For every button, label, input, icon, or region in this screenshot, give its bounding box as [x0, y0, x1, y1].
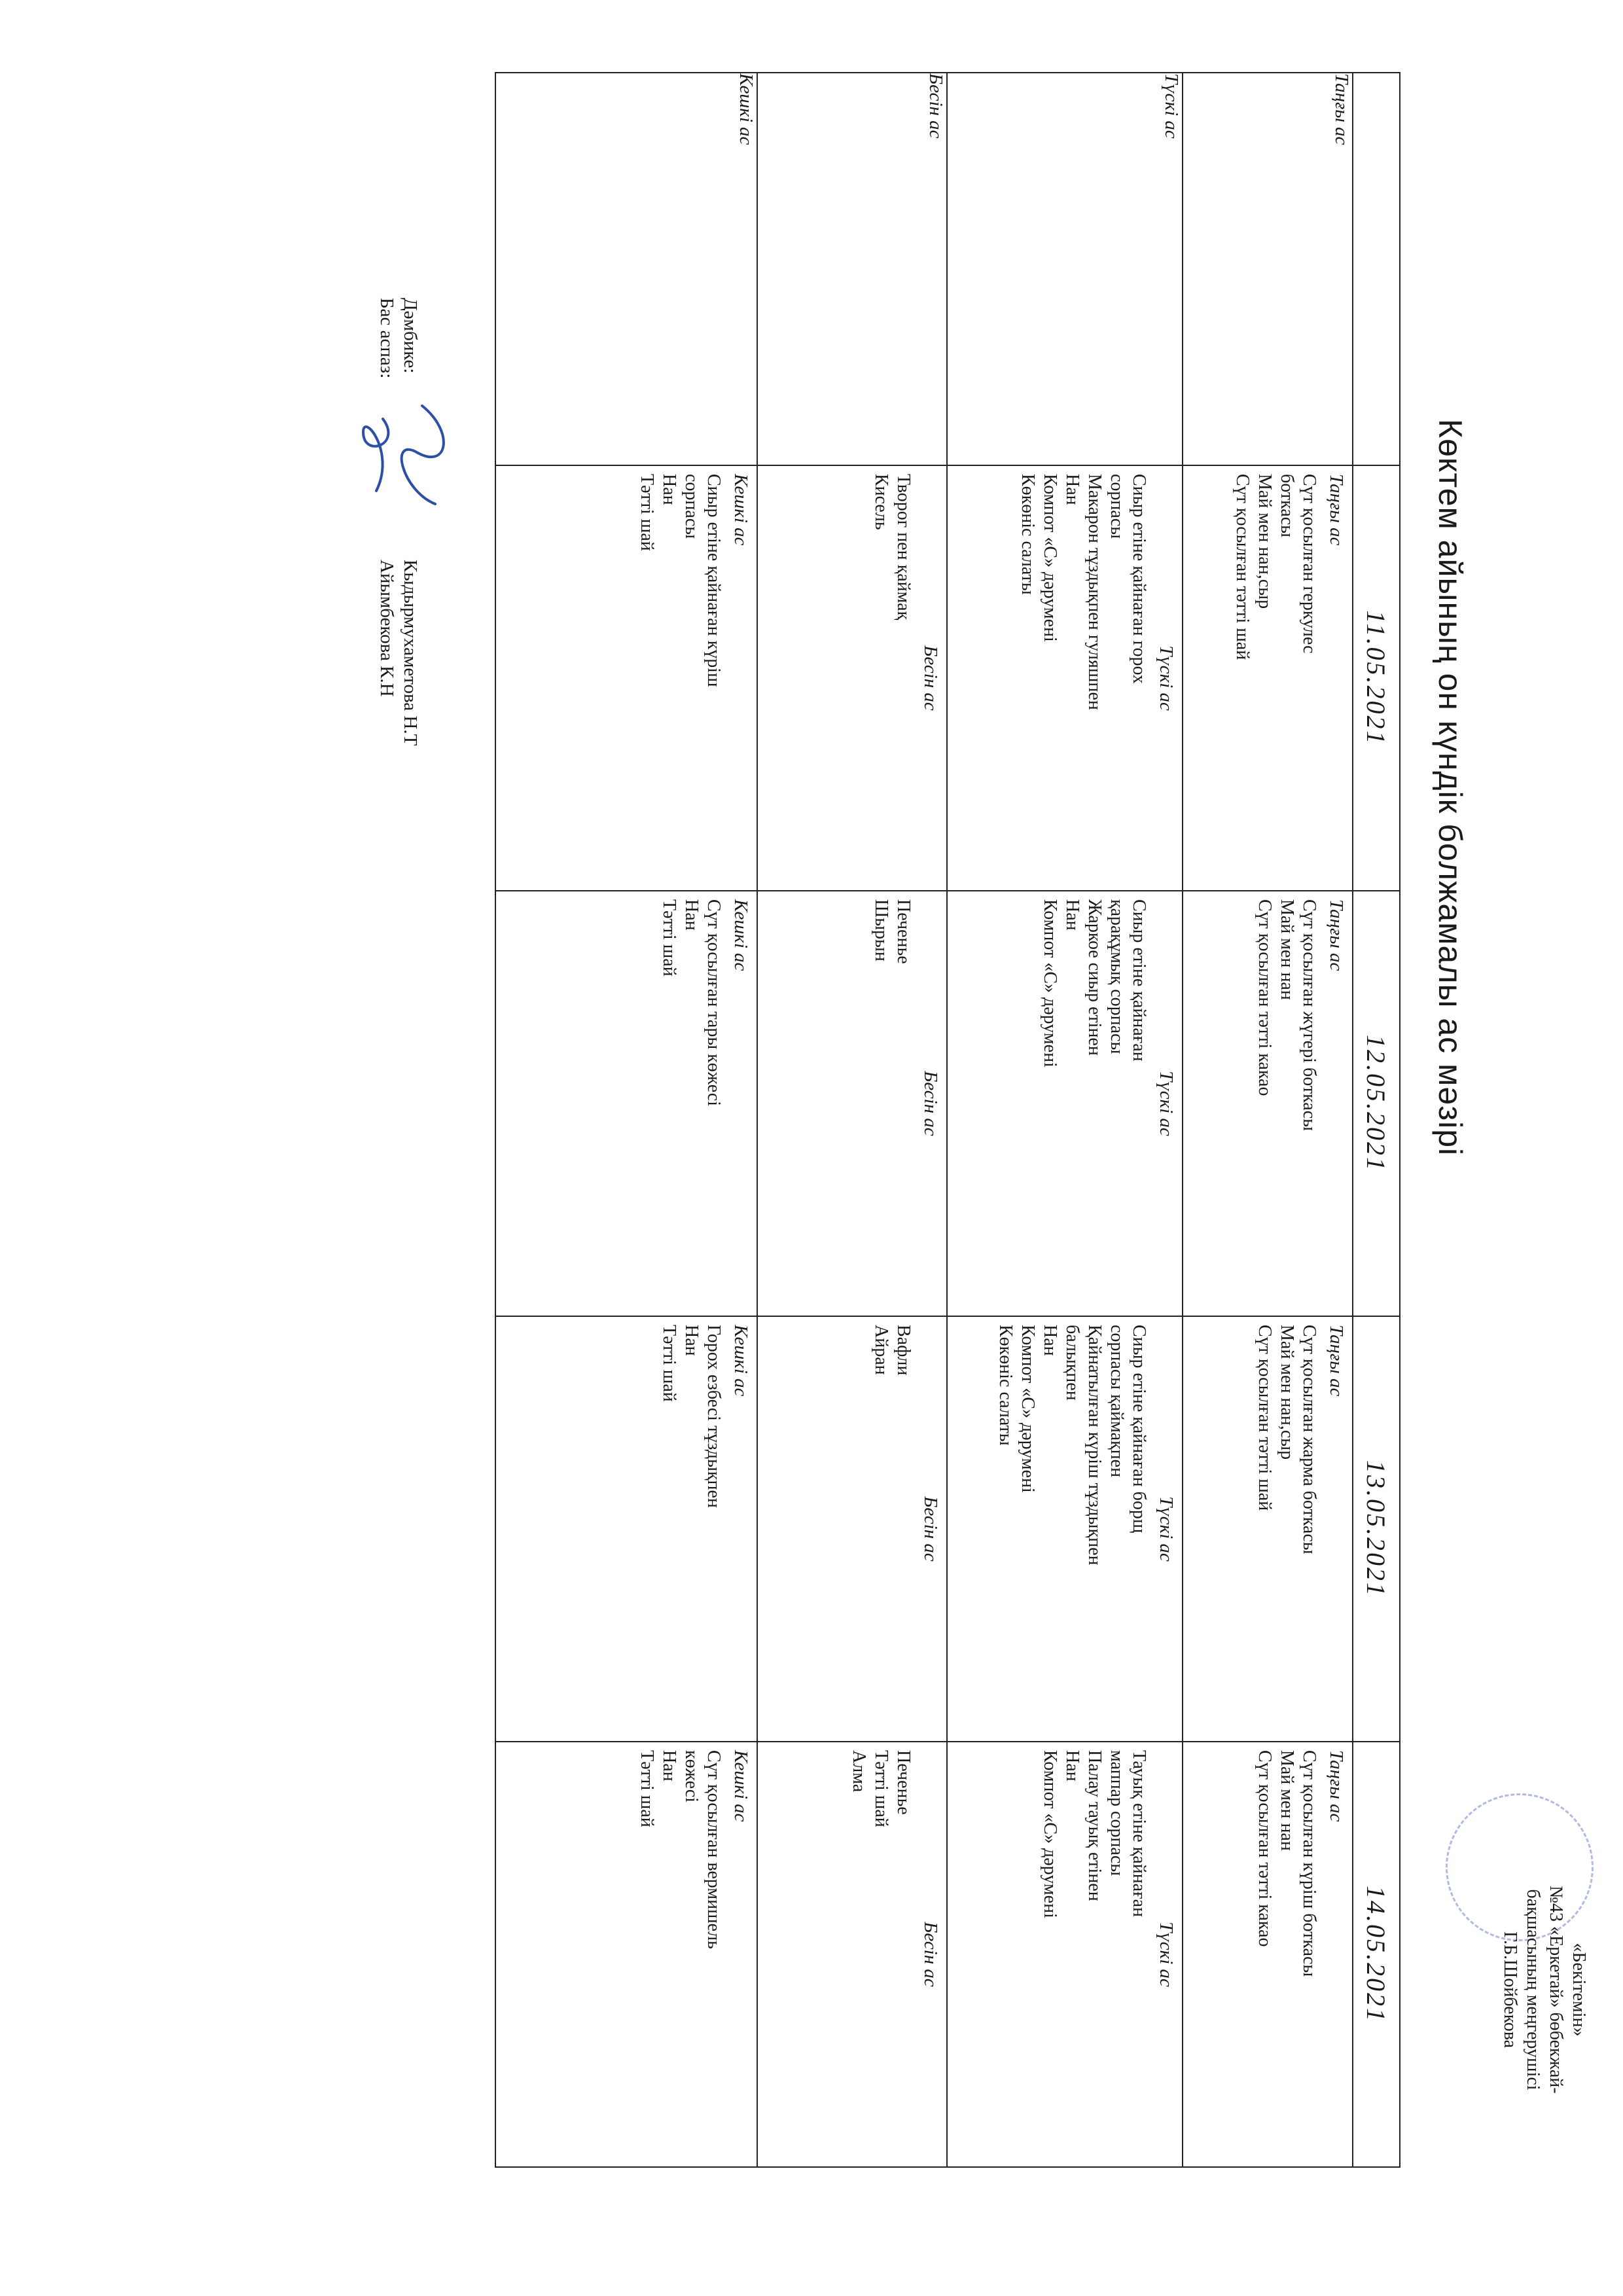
- meal-cell: [495, 1742, 757, 2167]
- meal-label: Кешкі ас: [730, 899, 751, 971]
- dish-item: Творог пен қаймақ: [893, 474, 914, 620]
- dish-item: Нан: [681, 899, 702, 931]
- meal-cell: [757, 891, 947, 1316]
- meal-cell: [1183, 891, 1353, 1316]
- meal-label: Таңғы ас: [1326, 1325, 1347, 1397]
- dish-item: Кисель: [871, 474, 891, 530]
- date-row: [1353, 73, 1400, 2167]
- category-snack: Бесін ас: [757, 73, 947, 465]
- dish-item: көжесі: [681, 1750, 702, 1803]
- meal-label: Бесін ас: [920, 1922, 941, 1987]
- dish-item: Компот «С» дәрумені: [1040, 899, 1060, 1067]
- dish-item: Айран: [871, 1325, 891, 1375]
- dish-item: Сиыр етіне қайнаған борщ: [1129, 1325, 1149, 1534]
- chef-label: Бас аспаз:: [376, 298, 397, 379]
- meal-label: Түскі ас: [1156, 1496, 1177, 1562]
- dish-item: Тәтті шай: [637, 474, 657, 551]
- dish-item: Шырын: [871, 899, 891, 961]
- dish-item: Компот «С» дәрумені: [1040, 474, 1060, 642]
- dish-item: Нан: [1062, 1750, 1082, 1782]
- dish-item: Печенье: [893, 1750, 914, 1815]
- dish-item: Тәтті шай: [659, 899, 679, 977]
- dish-item: Сүт қосылған жүгері боткасы: [1299, 899, 1319, 1131]
- chef-name: Айымбекова К.Н: [376, 560, 397, 697]
- dish-item: Сиыр етіне қайнаған күріш: [704, 474, 724, 687]
- dish-item: Май мен нан,сыр: [1277, 1325, 1297, 1460]
- meal-cell: [757, 1316, 947, 1742]
- dish-item: Компот «С» дәрумені: [1018, 1325, 1038, 1493]
- approval-line-2: №43 «Еркетай» бөбекжай-: [1546, 1886, 1566, 2094]
- meal-label: Бесін ас: [920, 1496, 941, 1562]
- date-cell: 13.05.2021: [1353, 1316, 1400, 1742]
- dish-item: Жаркое сиыр етінен: [1084, 899, 1105, 1056]
- approval-stamp: [1499, 1806, 1590, 2173]
- meal-cell: [757, 465, 947, 891]
- dish-item: Алма: [849, 1750, 869, 1793]
- dish-item: Сүт қосылған тәтті какао: [1255, 1750, 1275, 1947]
- dish-item: Сүт қосылған тәтті какао: [1255, 899, 1275, 1096]
- corner-cell: [1353, 73, 1400, 465]
- dish-item: Тәтті шай: [637, 1750, 657, 1827]
- dish-item: Нан: [1062, 899, 1082, 931]
- dish-item: Компот «С» дәрумені: [1040, 1750, 1060, 1918]
- breakfast-row: [1183, 73, 1353, 2167]
- dish-item: сорпасы: [681, 474, 702, 539]
- dish-item: Көкөніс салаты: [1018, 474, 1038, 595]
- dish-item: Нан: [659, 474, 679, 505]
- dish-item: Май мен нан: [1277, 1750, 1297, 1851]
- meal-label: Кешкі ас: [730, 1750, 751, 1822]
- dish-item: Сиыр етіне қайнаған: [1129, 899, 1149, 1062]
- dish-item: Тауық етіне қайнаған: [1129, 1750, 1149, 1918]
- meal-cell: [495, 891, 757, 1316]
- dish-item: Сүт қосылған тәтті шай: [1232, 474, 1253, 660]
- meal-label: Бесін ас: [920, 645, 941, 711]
- dish-item: Вафли: [893, 1325, 914, 1376]
- meal-cell: [1183, 465, 1353, 891]
- meal-label: Кешкі ас: [730, 474, 751, 546]
- meal-cell: [947, 891, 1183, 1316]
- dish-item: сорпасы: [1107, 474, 1127, 539]
- meal-label: Түскі ас: [1156, 645, 1177, 711]
- dish-item: Горох езбесі тұздықпен: [704, 1325, 724, 1508]
- dish-item: Нан: [1040, 1325, 1060, 1356]
- meal-cell: [947, 1742, 1183, 2167]
- date-cell: 14.05.2021: [1353, 1742, 1400, 2167]
- snack-row: [757, 73, 947, 2167]
- dish-item: боткасы: [1277, 474, 1297, 537]
- meal-cell: [495, 1316, 757, 1742]
- dish-item: Сүт қосылған жарма боткасы: [1299, 1325, 1319, 1554]
- dietitian-line: [399, 298, 422, 745]
- dish-item: маппар сорпасы: [1107, 1750, 1127, 1876]
- lunch-row: [947, 73, 1183, 2167]
- meal-label: Кешкі ас: [730, 1325, 751, 1397]
- dish-item: Қайнатылған күріш тұздықпен: [1084, 1325, 1105, 1566]
- dietitian-name: Кыдырмухаметова Н.Т: [400, 560, 421, 746]
- dish-item: Палау тауық етінен: [1084, 1750, 1105, 1901]
- date-cell: 12.05.2021: [1353, 891, 1400, 1316]
- approval-line-4: Г.Б.Шойбекова: [1500, 1931, 1520, 2049]
- dish-item: Май мен нан: [1277, 899, 1297, 1000]
- dish-item: Көкөніс салаты: [995, 1325, 1016, 1446]
- meal-cell: [757, 1742, 947, 2167]
- chef-line: [375, 298, 399, 745]
- meal-label: Таңғы ас: [1326, 1750, 1347, 1822]
- menu-table: [495, 72, 1400, 2168]
- dish-item: сорпасы қаймақпен: [1107, 1325, 1127, 1478]
- dish-item: балықпен: [1062, 1325, 1082, 1401]
- dietitian-label: Дәмбике:: [400, 298, 421, 374]
- meal-label: Бесін ас: [920, 1071, 941, 1136]
- meal-label: Түскі ас: [1156, 1071, 1177, 1136]
- dish-item: Тәтті шай: [659, 1325, 679, 1402]
- meal-cell: [947, 465, 1183, 891]
- meal-cell: [1183, 1742, 1353, 2167]
- dish-item: Май мен нан,сыр: [1255, 474, 1275, 609]
- dish-item: қарақұмық сорпасы: [1107, 899, 1127, 1054]
- dish-item: Тәтті шай: [871, 1750, 891, 1827]
- dish-item: Сүт қосылған күріш боткасы: [1299, 1750, 1319, 1977]
- dish-item: Сиыр етіне қайнаған горох: [1129, 474, 1149, 684]
- dish-item: Сүт қосылған тары көжесі: [704, 899, 724, 1107]
- date-cell: 11.05.2021: [1353, 465, 1400, 891]
- meal-cell: [495, 465, 757, 891]
- dish-item: Нан: [659, 1750, 679, 1782]
- dish-item: Нан: [681, 1325, 702, 1356]
- meal-cell: [1183, 1316, 1353, 1742]
- meal-label: Түскі ас: [1156, 1922, 1177, 1987]
- category-lunch: Түскі ас: [947, 73, 1183, 465]
- dish-item: Сүт қосылған тәтті шай: [1255, 1325, 1275, 1511]
- dish-item: Макарон тұздықпен гуляшпен: [1084, 474, 1105, 710]
- dish-item: Сүт қосылған геркулес: [1299, 474, 1319, 654]
- category-breakfast: Таңғы ас: [1183, 73, 1353, 465]
- page-title: Көктем айының он күндік болжамалы ас мәзірі: [1432, 419, 1469, 1157]
- dish-item: Печенье: [893, 899, 914, 964]
- meal-cell: [947, 1316, 1183, 1742]
- meal-label: Таңғы ас: [1326, 899, 1347, 971]
- category-dinner: Кешкі ас: [495, 73, 757, 465]
- meal-label: Таңғы ас: [1326, 474, 1347, 546]
- dish-item: Сүт қосылған вермишель: [704, 1750, 724, 1949]
- approval-line-1: «Бекітемін»: [1569, 1943, 1589, 2037]
- dish-item: Нан: [1062, 474, 1082, 505]
- dinner-row: [495, 73, 757, 2167]
- approval-line-3: бақшасының меңгерушісі: [1523, 1889, 1543, 2090]
- footer-signatures: [375, 298, 422, 745]
